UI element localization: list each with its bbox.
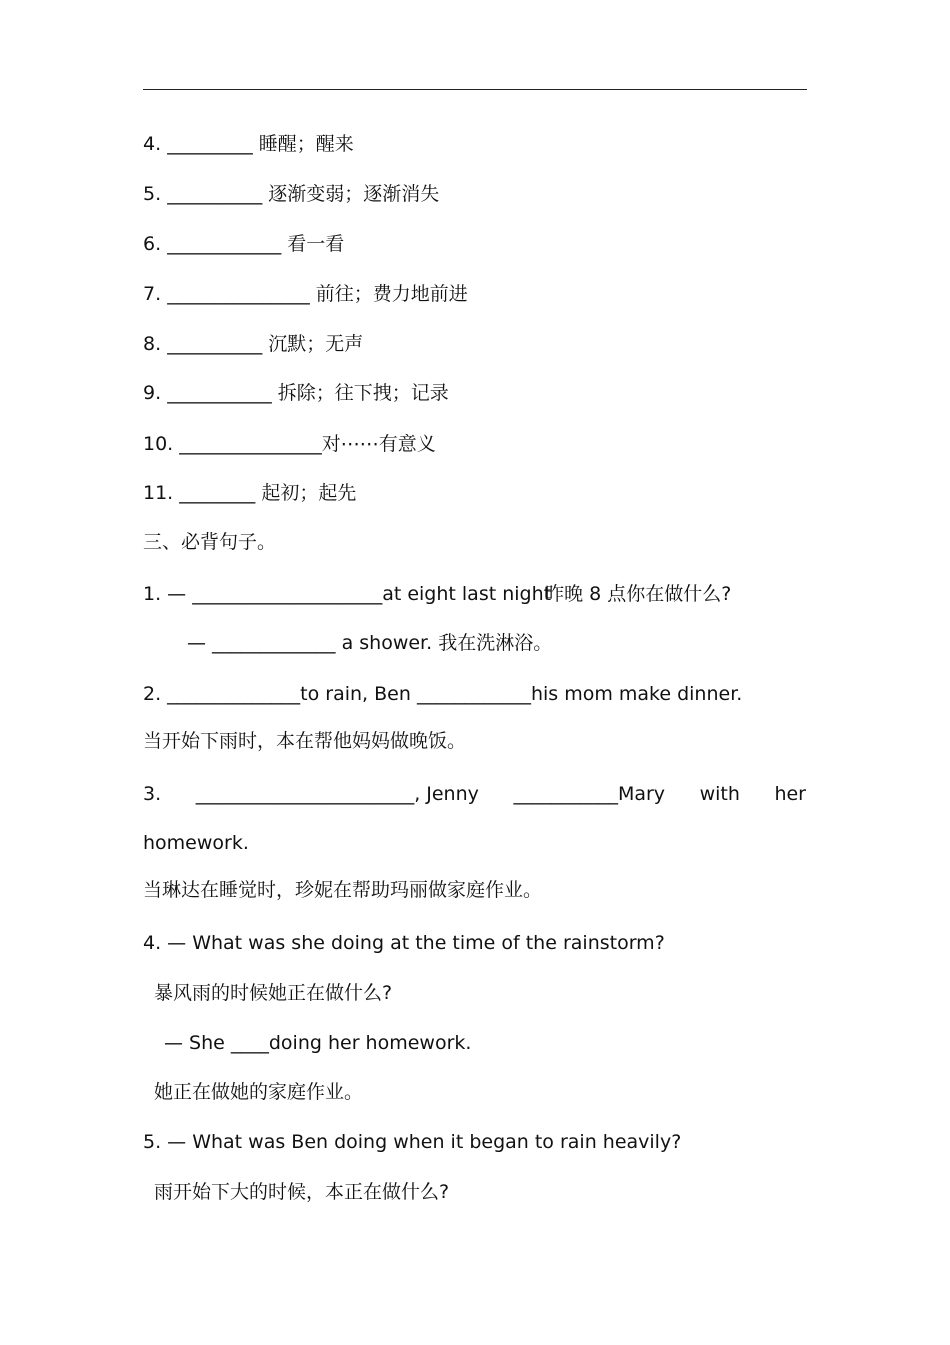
sentence-segment: _______________________, Jenny [195,783,479,805]
sentence-2-chinese: 当开始下雨时，本在帮他妈妈做晚饭。 [143,730,467,752]
answer-blank: ___________ [167,382,272,404]
answer-blank: __________ [167,333,263,355]
vocab-item-6 [143,232,344,256]
vocab-item-4 [143,132,354,156]
sentence-4-answer: — She ____doing her homework. [164,1032,472,1054]
sentence-5-question: 5. — What was Ben doing when it began to rain heavily? [143,1131,682,1153]
sentence-1-answer [187,631,552,655]
vocab-item-9 [143,381,449,405]
item-number: 6. [143,233,162,255]
vocab-item-8 [143,332,363,356]
answer-blank: ____________ [167,233,282,255]
sentence-5-question-chinese: 雨开始下大的时候，本正在做什么? [154,1181,450,1203]
sentence-segment: ___________Mary [513,783,666,805]
item-meaning: 逐渐变弱；逐渐消失 [268,183,440,205]
sentence-segment: her [774,783,806,805]
sentence-english: 1. — ____________________at eight last night [143,583,552,605]
answer-blank: __________ [167,183,263,205]
sentence-3-continuation: homework. [143,832,249,854]
sentence-4-answer-chinese: 她正在做她的家庭作业。 [154,1081,364,1103]
sentence-3-chinese: 当琳达在睡觉时，珍妮在帮助玛丽做家庭作业。 [143,879,543,901]
item-meaning: 对⋯⋯有意义 [321,433,436,455]
sentence-number: 3. [143,783,162,805]
item-number: 4. [143,133,162,155]
item-meaning: 拆除；往下拽；记录 [277,382,449,404]
item-meaning: 沉默；无声 [268,333,364,355]
item-meaning: 看一看 [287,233,345,255]
vocab-item-11 [143,481,356,505]
vocab-item-5 [143,182,439,206]
vocab-item-7 [143,282,468,306]
answer-blank: _________ [167,133,253,155]
sentence-chinese: 我在洗淋浴。 [438,632,553,654]
sentence-segment: with [699,783,740,805]
item-number: 5. [143,183,162,205]
item-meaning: 前往；费力地前进 [315,283,468,305]
answer-blank: _______________ [167,283,310,305]
sentence-chinese: 昨晚 8 点你在做什么? [545,583,732,605]
section-title: 三、必背句子。 [143,531,277,553]
answer-blank: ________ [179,482,256,504]
item-number: 9. [143,382,162,404]
sentence-4-question-chinese: 暴风雨的时候她正在做什么? [154,982,393,1004]
sentence-1-question [143,582,731,606]
item-number: 7. [143,283,162,305]
sentence-2-english: 2. ______________to rain, Ben ____________his mom make dinner. [143,683,743,705]
item-number: 11. [143,482,174,504]
item-meaning: 睡醒；醒来 [258,133,354,155]
sentence-3-english [143,782,806,806]
item-number: 8. [143,333,162,355]
header-rule [143,89,807,90]
sentence-english: — _____________ a shower. [187,632,433,654]
item-number: 10. [143,433,174,455]
vocab-item-10 [143,432,436,456]
answer-blank: _______________ [179,433,322,455]
item-meaning: 起初；起先 [261,482,357,504]
sentence-4-question: 4. — What was she doing at the time of the rainstorm? [143,932,665,954]
